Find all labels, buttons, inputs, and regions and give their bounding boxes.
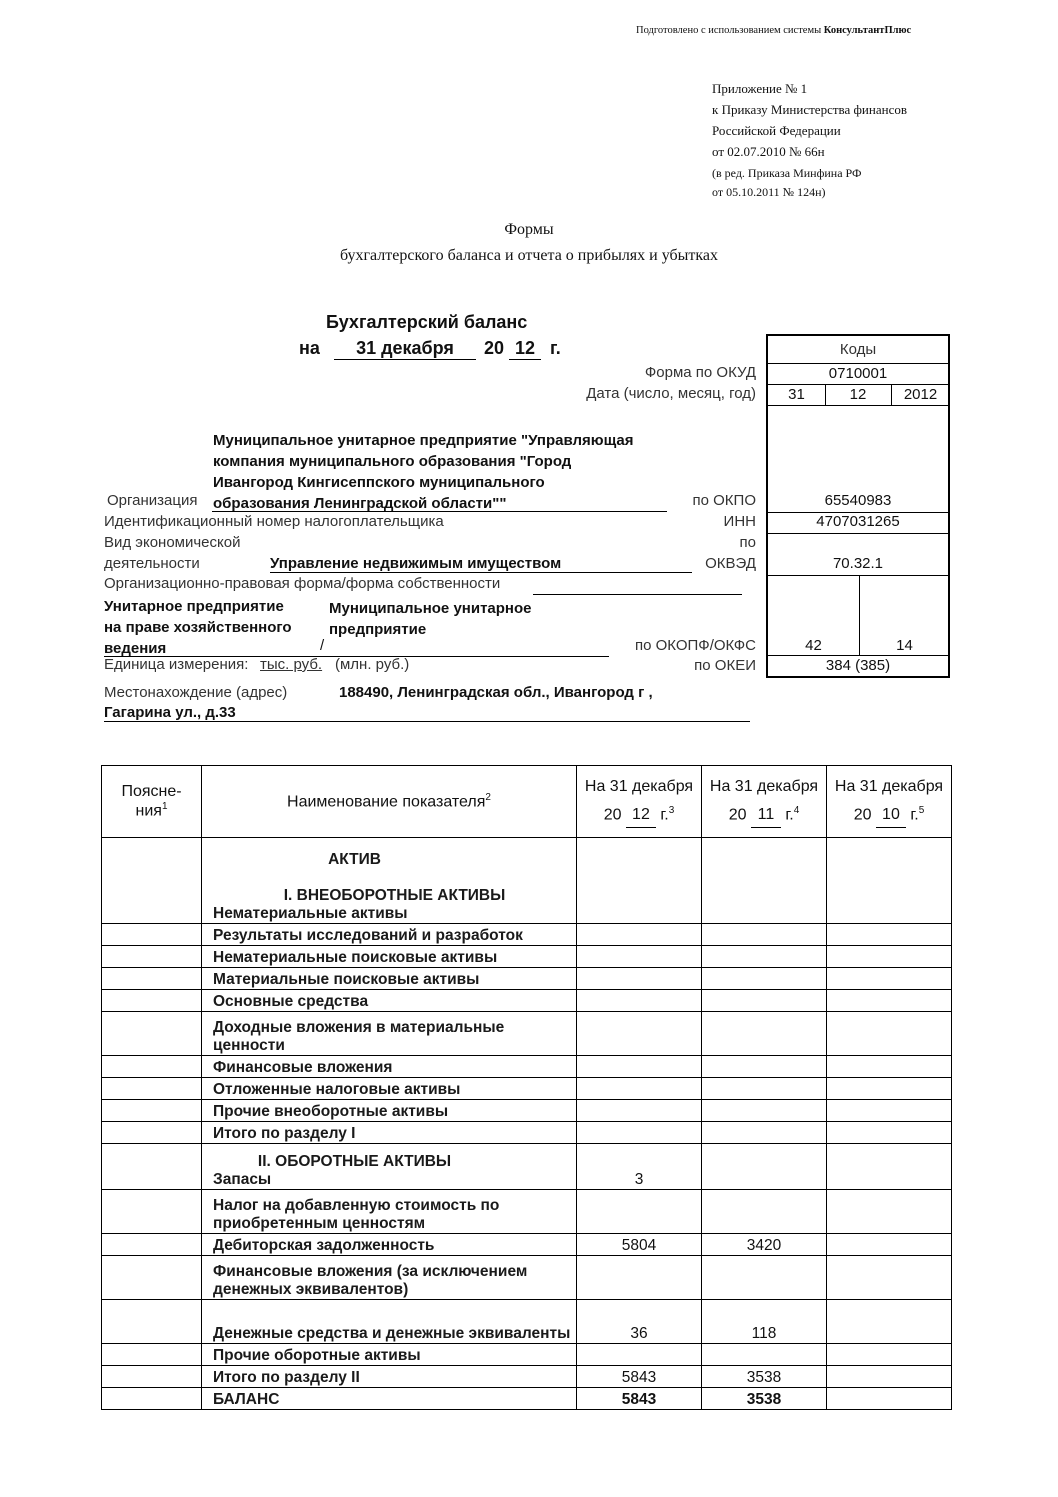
value-cell (827, 1366, 952, 1388)
org-name-line: образования Ленинградской области"" (213, 495, 507, 512)
period-g: г. (910, 806, 919, 824)
table-row (102, 968, 952, 990)
date-day: 31 (788, 386, 805, 403)
legal-form-label: Организационно-правовая форма/форма собственности (104, 575, 501, 592)
okved-code: 70.32.1 (832, 555, 884, 572)
period-footnote: 3 (668, 804, 675, 816)
indicator-name: Налог на добавленную стоимость по приобретенным ценностям (202, 1190, 577, 1234)
explanation-cell (102, 1056, 202, 1078)
value-cell (827, 1256, 952, 1300)
org-label: Организация (107, 492, 198, 509)
table-row (102, 1366, 952, 1388)
value-cell (702, 968, 827, 990)
value-cell (577, 990, 702, 1012)
value-cell (577, 946, 702, 968)
org-name (213, 430, 634, 514)
table-row (102, 1300, 952, 1344)
value-cell (702, 1144, 827, 1190)
value-cell (702, 990, 827, 1012)
explanation-cell (102, 1012, 202, 1056)
value-cell (577, 1056, 702, 1078)
value-cell (827, 1100, 952, 1122)
table-row (102, 1234, 952, 1256)
balance-date: 31 декабря (334, 338, 476, 360)
inn-code-label: ИНН (723, 513, 756, 530)
okpo-label: по ОКПО (692, 492, 756, 509)
explanation-cell (102, 1344, 202, 1366)
value-cell: 5843 (577, 1388, 702, 1410)
ownership-line: предприятие (329, 621, 427, 638)
address-label: Местонахождение (адрес) (104, 684, 288, 701)
period-g: г. (660, 806, 669, 824)
period-year-prefix: 20 (728, 806, 747, 824)
address-line-1: 188490, Ленинградская обл., Ивангород г , (339, 684, 653, 701)
activity-label-2: деятельности (104, 555, 200, 572)
col2-footnote: 2 (485, 791, 491, 803)
value-cell (827, 946, 952, 968)
legal-form-slash: / (320, 637, 325, 654)
explanation-cell (102, 1100, 202, 1122)
okopf-label: по ОКОПФ/ОКФС (634, 637, 756, 654)
table-row (102, 1056, 952, 1078)
org-name-line: компания муниципального образования "Город (213, 453, 572, 470)
value-cell (702, 838, 827, 924)
appendix-line: от 02.07.2010 № 66н (712, 144, 825, 159)
period-year: 10 (876, 803, 906, 828)
unit-thousand: тыс. руб. (260, 656, 323, 673)
value-cell (827, 838, 952, 924)
value-cell (702, 946, 827, 968)
indicator-name: Прочие оборотные активы (202, 1344, 577, 1366)
value-cell (827, 1344, 952, 1366)
col1-line-a: Поясне- (121, 782, 182, 800)
period-label: На 31 декабря (834, 777, 944, 795)
indicator-name: Итого по разделу II (202, 1366, 577, 1388)
value-cell (577, 1100, 702, 1122)
activity-label-1: Вид экономической (104, 534, 241, 551)
value-cell (827, 1190, 952, 1234)
indicator-name: Финансовые вложения (202, 1056, 577, 1078)
table-row (102, 1256, 952, 1300)
value-cell (827, 990, 952, 1012)
appendix-line: от 05.10.2011 № 124н) (712, 185, 826, 199)
indicator-name: БАЛАНС (202, 1388, 577, 1410)
value-cell (577, 1256, 702, 1300)
balance-title: Бухгалтерский баланс (326, 312, 528, 332)
value-cell (702, 1100, 827, 1122)
period-g: г. (785, 806, 794, 824)
balance-year-prefix: 20 (484, 338, 505, 358)
value-cell (577, 1012, 702, 1056)
value-cell (577, 968, 702, 990)
value-cell (827, 1144, 952, 1190)
value-cell (827, 1300, 952, 1344)
inn-code: 4707031265 (816, 513, 900, 530)
value-cell (577, 1344, 702, 1366)
value-cell (827, 1056, 952, 1078)
indicator-name: Нематериальные активы (213, 905, 408, 922)
value-cell (827, 1078, 952, 1100)
section-1-heading: I. ВНЕОБОРОТНЫЕ АКТИВЫ (283, 887, 506, 904)
period-year: 12 (626, 803, 656, 828)
forms-title: Формы (504, 221, 554, 238)
value-cell (702, 924, 827, 946)
value-cell (702, 1012, 827, 1056)
value-cell (702, 1190, 827, 1234)
legal-form-line: Унитарное предприятие (104, 598, 284, 615)
prepared-note (636, 25, 911, 36)
balance-table (101, 765, 952, 1410)
org-underline (212, 511, 667, 512)
okved-label-1: по (739, 534, 756, 551)
legal-form-underline (533, 594, 742, 595)
value-cell (827, 1388, 952, 1410)
value-cell (577, 924, 702, 946)
ownership-value (329, 598, 532, 640)
address-line-2: Гагарина ул., д.33 (104, 704, 750, 722)
period-label: На 31 декабря (709, 777, 819, 795)
legal-form-line: на праве хозяйственного (104, 619, 292, 636)
period-footnote: 5 (918, 804, 925, 816)
value-cell: 118 (702, 1300, 827, 1344)
value-cell: 3 (577, 1144, 702, 1190)
prepared-brand: КонсультантПлюс (823, 25, 912, 36)
org-name-line: Муниципальное унитарное предприятие "Управляющая (213, 432, 634, 449)
activity-value: Управление недвижимым имуществом (270, 555, 692, 573)
table-row (102, 1078, 952, 1100)
indicator-name: Основные средства (202, 990, 577, 1012)
col1-line-b: ния (135, 802, 162, 820)
col-period-2011-header (702, 766, 827, 838)
section-2-heading: II. ОБОРОТНЫЕ АКТИВЫ (257, 1153, 452, 1170)
indicator-name: Доходные вложения в материальные ценности (202, 1012, 577, 1056)
okved-label-2: ОКВЭД (705, 555, 756, 572)
codes-header: Коды (839, 341, 877, 358)
value-cell (827, 1234, 952, 1256)
okei-label: по ОКЕИ (694, 657, 756, 674)
table-row (102, 1012, 952, 1056)
explanation-cell (102, 1388, 202, 1410)
col-explanations-header (102, 766, 202, 838)
explanation-cell (102, 924, 202, 946)
col1-footnote: 1 (161, 800, 168, 812)
value-cell (702, 1344, 827, 1366)
balance-g: г. (550, 338, 561, 358)
table-row (102, 990, 952, 1012)
value-cell: 3420 (702, 1234, 827, 1256)
indicator-name: Нематериальные поисковые активы (202, 946, 577, 968)
table-row (102, 1190, 952, 1234)
col2-label: Наименование показателя (287, 793, 486, 811)
unit-label: Единица измерения: (104, 656, 249, 673)
explanation-cell (102, 1300, 202, 1344)
value-cell (827, 1122, 952, 1144)
value-cell (702, 1078, 827, 1100)
okopf-code: 42 (805, 637, 822, 654)
indicator-name: Запасы (213, 1171, 272, 1188)
period-label: На 31 декабря (584, 777, 694, 795)
table-row (102, 1122, 952, 1144)
indicator-name: Отложенные налоговые активы (202, 1078, 577, 1100)
codes-box (766, 334, 950, 678)
org-name-line: Ивангород Кингисеппского муниципального (213, 474, 545, 491)
table-row (102, 1144, 952, 1190)
ownership-line: Муниципальное унитарное (329, 600, 532, 617)
explanation-cell (102, 1144, 202, 1190)
unit-million: (млн. руб.) (335, 656, 410, 673)
value-cell (702, 1256, 827, 1300)
col-period-2012-header (577, 766, 702, 838)
balance-year-suffix: 12 (509, 338, 541, 360)
okpo-code: 65540983 (824, 492, 892, 509)
indicator-name: Результаты исследований и разработок (202, 924, 577, 946)
table-row (102, 1100, 952, 1122)
explanation-cell (102, 838, 202, 924)
explanation-cell (102, 1366, 202, 1388)
value-cell (702, 1056, 827, 1078)
value-cell (577, 838, 702, 924)
period-year-prefix: 20 (853, 806, 872, 824)
value-cell (577, 1190, 702, 1234)
table-header-row (102, 766, 952, 838)
value-cell (577, 1078, 702, 1100)
okud-label: Форма по ОКУД (644, 364, 756, 381)
table-row (102, 838, 952, 924)
appendix-line: Приложение № 1 (712, 81, 808, 96)
indicator-name: Дебиторская задолженность (202, 1234, 577, 1256)
appendix-line: (в ред. Приказа Минфина РФ (712, 166, 862, 180)
date-month: 12 (849, 386, 867, 403)
aktiv-heading: АКТИВ (328, 851, 381, 868)
explanation-cell (102, 1190, 202, 1234)
value-cell: 5804 (577, 1234, 702, 1256)
explanation-cell (102, 968, 202, 990)
okfs-code: 14 (896, 637, 913, 654)
indicator-name (202, 838, 577, 924)
legal-form-line: ведения (104, 640, 167, 657)
balance-on: на (299, 338, 320, 358)
explanation-cell (102, 1078, 202, 1100)
table-row (102, 924, 952, 946)
value-cell: 36 (577, 1300, 702, 1344)
appendix-line: Российской Федерации (712, 123, 841, 138)
indicator-name: Финансовые вложения (за исключением денежных эквивалентов) (202, 1256, 577, 1300)
okud-code: 0710001 (828, 365, 888, 382)
period-footnote: 4 (793, 804, 800, 816)
value-cell (827, 924, 952, 946)
indicator-name (202, 1144, 577, 1190)
explanation-cell (102, 1234, 202, 1256)
col-period-2010-header (827, 766, 952, 838)
indicator-name: Денежные средства и денежные эквиваленты (202, 1300, 577, 1344)
value-cell (827, 1012, 952, 1056)
prepared-prefix: Подготовлено с использованием системы (636, 25, 824, 36)
explanation-cell (102, 1256, 202, 1300)
value-cell (702, 1122, 827, 1144)
value-cell: 3538 (702, 1388, 827, 1410)
forms-subtitle: бухгалтерского баланса и отчета о прибылях и убытках (339, 247, 719, 264)
col-indicator-header (202, 766, 577, 838)
inn-label: Идентификационный номер налогоплательщика (104, 513, 444, 530)
appendix-block (712, 78, 907, 202)
explanation-cell (102, 946, 202, 968)
value-cell (827, 968, 952, 990)
date-label: Дата (число, месяц, год) (586, 385, 756, 402)
appendix-line: к Приказу Министерства финансов (712, 102, 907, 117)
indicator-name: Материальные поисковые активы (202, 968, 577, 990)
explanation-cell (102, 990, 202, 1012)
indicator-name: Прочие внеоборотные активы (202, 1100, 577, 1122)
value-cell: 3538 (702, 1366, 827, 1388)
value-cell (577, 1122, 702, 1144)
value-cell: 5843 (577, 1366, 702, 1388)
period-year: 11 (751, 803, 781, 828)
okei-code: 384 (385) (825, 657, 891, 674)
table-row (102, 1344, 952, 1366)
legal-form-value (104, 596, 292, 659)
table-row (102, 946, 952, 968)
indicator-name: Итого по разделу I (202, 1122, 577, 1144)
explanation-cell (102, 1122, 202, 1144)
table-row (102, 1388, 952, 1410)
period-year-prefix: 20 (603, 806, 622, 824)
date-year: 2012 (903, 386, 938, 403)
